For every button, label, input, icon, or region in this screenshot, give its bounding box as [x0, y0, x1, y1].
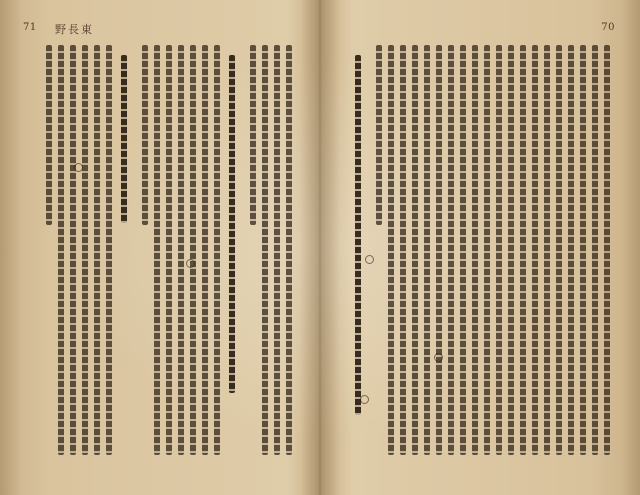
text-column: [496, 45, 502, 455]
ruby-or-mark: [74, 163, 83, 172]
text-column: [286, 45, 292, 455]
ruby-or-mark: [434, 353, 443, 362]
quoted-inset-column: [229, 55, 235, 393]
text-column: [376, 45, 382, 225]
text-column: [82, 45, 88, 455]
text-column: [190, 45, 196, 455]
left-running-head: 野長東: [55, 23, 94, 36]
text-column: [412, 45, 418, 455]
text-column: [250, 45, 256, 225]
text-column: [178, 45, 184, 455]
quoted-inset-column: [355, 55, 361, 415]
ruby-or-mark: [365, 255, 374, 264]
text-column: [436, 45, 442, 455]
text-column: [46, 45, 52, 225]
text-column: [154, 45, 160, 455]
quoted-inset-column: [121, 55, 127, 223]
right-page-number: 70: [601, 22, 615, 33]
text-column: [58, 45, 64, 455]
text-column: [472, 45, 478, 455]
text-column: [94, 45, 100, 455]
text-column: [70, 45, 76, 455]
text-column: [448, 45, 454, 455]
ruby-or-mark: [186, 259, 195, 268]
left-vertical-text-block: [38, 45, 298, 483]
text-column: [604, 45, 610, 455]
text-column: [460, 45, 466, 455]
text-column: [424, 45, 430, 455]
text-column: [556, 45, 562, 455]
text-column: [532, 45, 538, 455]
text-column: [568, 45, 574, 455]
right-vertical-text-block: [342, 45, 614, 483]
text-column: [388, 45, 394, 455]
text-column: [202, 45, 208, 455]
left-page-number: 71: [23, 22, 37, 33]
text-column: [544, 45, 550, 455]
text-column: [274, 45, 280, 455]
text-column: [214, 45, 220, 455]
right-page: [320, 0, 640, 495]
text-column: [484, 45, 490, 455]
text-column: [592, 45, 598, 455]
text-column: [520, 45, 526, 455]
text-column: [262, 45, 268, 455]
text-column: [580, 45, 586, 455]
text-column: [508, 45, 514, 455]
ruby-or-mark: [360, 395, 369, 404]
text-column: [106, 45, 112, 455]
text-column: [400, 45, 406, 455]
text-column: [166, 45, 172, 455]
text-column: [142, 45, 148, 225]
